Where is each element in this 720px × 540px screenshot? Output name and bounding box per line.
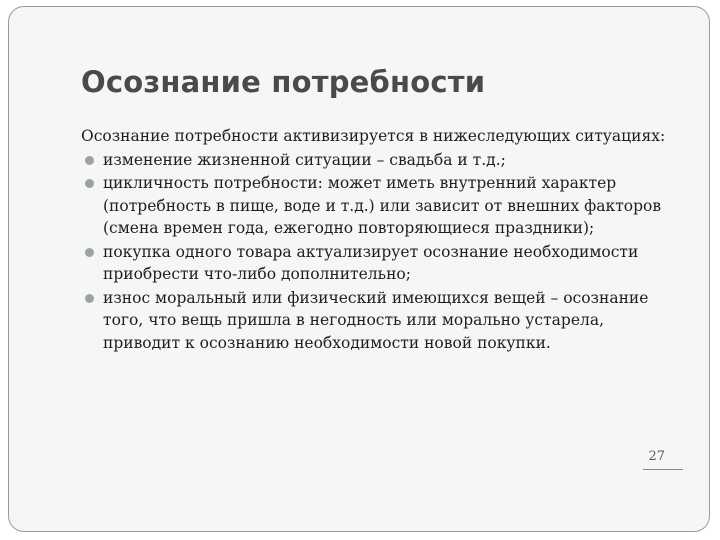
bullet-icon: [85, 248, 94, 257]
slide: [8, 6, 710, 532]
page-number: 27: [648, 449, 665, 464]
bullet-text: покупка одного товара актуализирует осознание необходимости приобрести что-либо дополнительно;: [103, 242, 639, 283]
bullet-item: [81, 287, 681, 355]
bullet-icon: [85, 294, 94, 303]
bullet-item: [81, 172, 681, 240]
intro-text: Осознание потребности активизируется в нижеследующих ситуациях:: [81, 127, 666, 145]
bullet-text: износ моральный или физический имеющихся вещей – осознание того, что вещь пришла в негодность или морально устарела, приводит к осознанию необходимости новой покупки.: [103, 288, 649, 352]
bullet-item: [81, 149, 681, 172]
bullet-item: [81, 241, 681, 286]
bullet-icon: [85, 156, 94, 165]
bullet-list: [81, 149, 681, 355]
slide-body: [81, 125, 681, 354]
bullet-icon: [85, 179, 94, 188]
bullet-text: цикличность потребности: может иметь внутренний характер (потребность в пище, воде и т.д.) или зависит от внешних факторов (смена времен года, ежегодно повторяющиеся праздники);: [103, 174, 662, 237]
footer-divider: [643, 469, 683, 470]
slide-title: Осознание потребности: [81, 65, 486, 99]
bullet-text: изменение жизненной ситуации – свадьба и т.д.;: [103, 150, 506, 169]
